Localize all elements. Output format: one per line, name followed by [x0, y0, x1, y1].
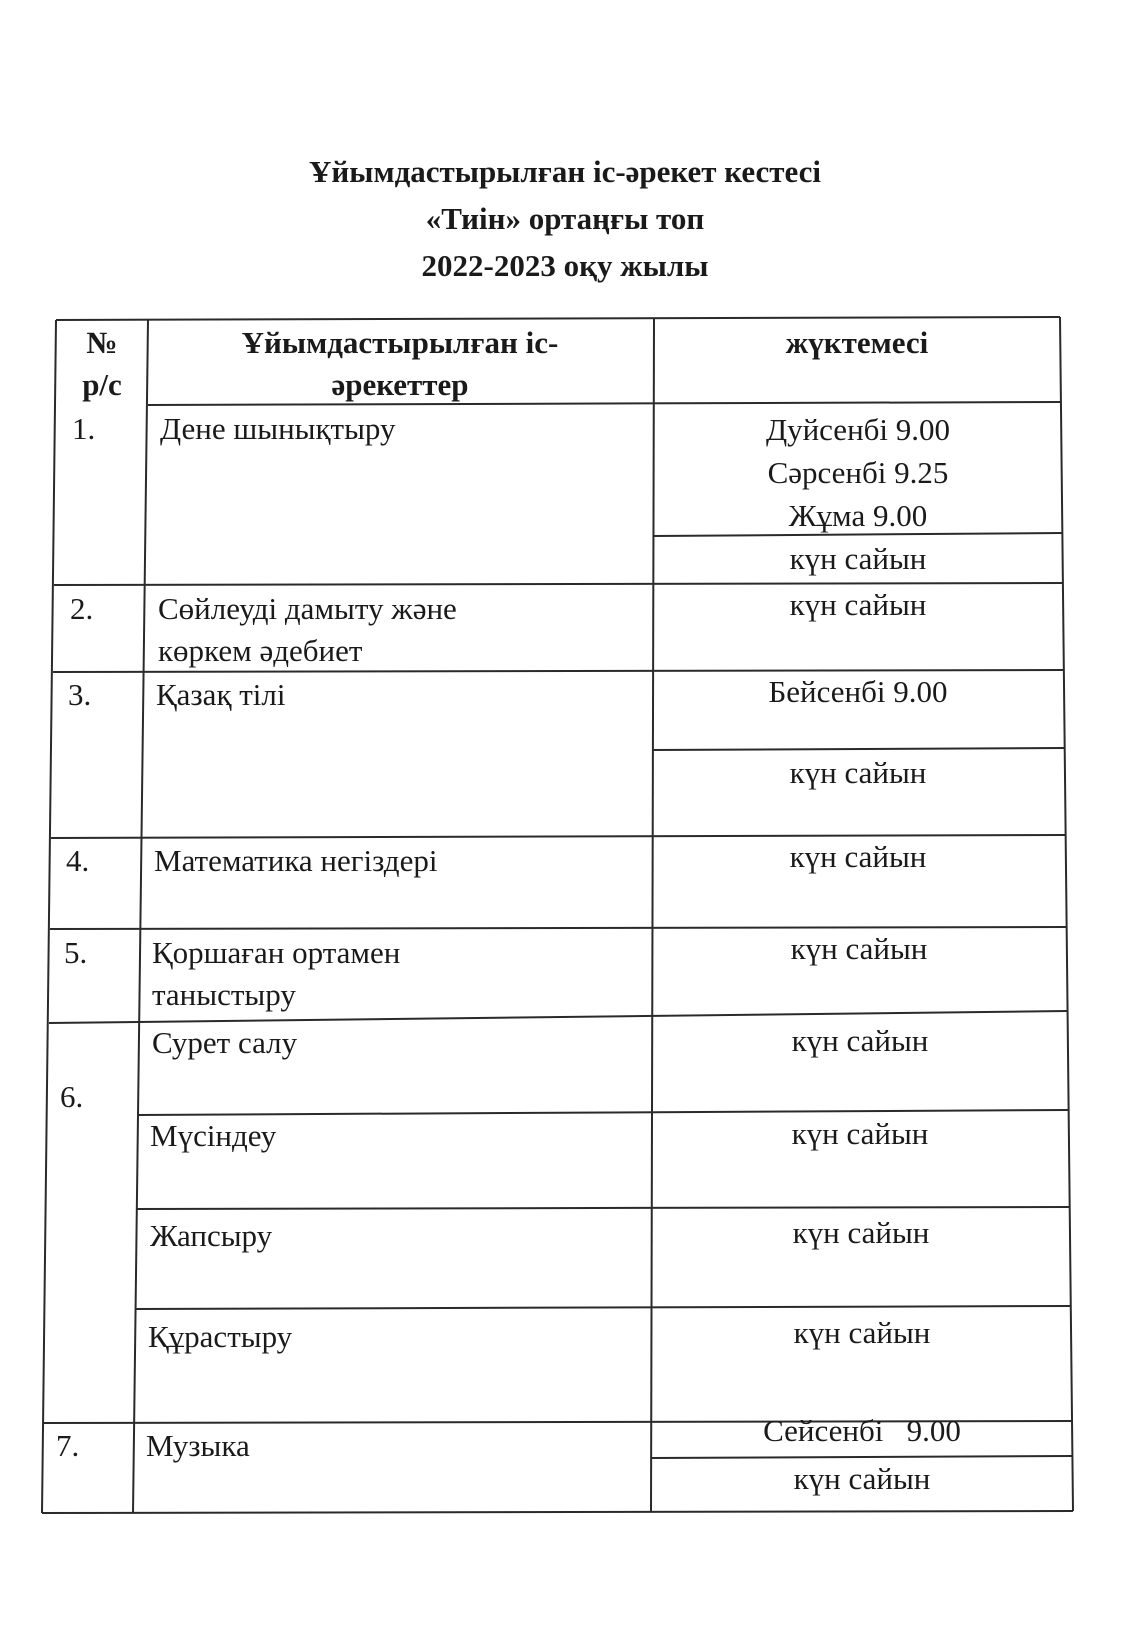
frequency: күн сайын	[793, 1461, 931, 1496]
document-title	[0, 148, 1130, 289]
schedule-time: Сәрсенбі 9.25	[767, 455, 949, 490]
frequency: күн сайын	[789, 839, 927, 874]
row-number: 3.	[68, 677, 92, 712]
activity-line: Сөйлеуді дамыту және	[158, 591, 457, 626]
header-number-line-2: р/с	[82, 367, 122, 402]
activity-name: Қазақ тілі	[156, 677, 286, 712]
schedule-time: Бейсенбі 9.00	[768, 674, 948, 709]
header-activity	[150, 322, 650, 406]
header-activity-line-2: әрекеттер	[331, 367, 469, 402]
row-number: 1.	[72, 411, 96, 446]
frequency: күн сайын	[789, 755, 927, 790]
activity-name: Математика негіздері	[154, 843, 438, 878]
frequency: күн сайын	[792, 1215, 930, 1250]
activity-name: Мүсіндеу	[150, 1118, 277, 1153]
table-left-border	[42, 320, 56, 1513]
row-number: 2.	[70, 591, 94, 626]
row6-sub-line-3	[135, 1306, 1071, 1309]
frequency: күн сайын	[791, 1116, 929, 1151]
table-top-border	[56, 317, 1060, 320]
header-load-label: жүктемесі	[785, 325, 929, 360]
title-line-1: Ұйымдастырылған іс-әрекет кестесі	[309, 154, 821, 189]
table-bottom-border	[42, 1511, 1073, 1513]
frequency: күн сайын	[790, 931, 928, 966]
title-line-2: «Тиін» ортаңғы топ	[425, 201, 705, 236]
title-line-3: 2022-2023 оқу жылы	[421, 248, 709, 283]
row-number: 6.	[60, 1079, 84, 1114]
activity-line: таныстыру	[152, 977, 296, 1012]
header-number	[58, 322, 146, 406]
frequency: күн сайын	[789, 587, 927, 622]
row-number: 7.	[56, 1428, 80, 1463]
activity-name: Жапсыру	[150, 1218, 273, 1253]
header-number-line-1: №	[86, 325, 118, 360]
frequency: күн сайын	[789, 541, 927, 576]
col-divider-1	[133, 320, 148, 1513]
row-number: 5.	[64, 935, 88, 970]
activity-name	[158, 588, 457, 672]
schedule-times	[656, 408, 1060, 537]
activity-line: көркем әдебиет	[158, 633, 363, 668]
schedule-time: Сейсенбі 9.00	[763, 1413, 961, 1448]
activity-name	[152, 932, 400, 1016]
schedule-time: Жұма 9.00	[788, 498, 928, 533]
activity-name: Сурет салу	[152, 1025, 298, 1060]
header-activity-line-1: Ұйымдастырылған іс-	[241, 325, 559, 360]
row6-sub-line-2	[136, 1207, 1069, 1209]
activity-name: Құрастыру	[148, 1319, 293, 1354]
activity-name: Дене шынықтыру	[160, 411, 396, 446]
schedule-time: Дуйсенбі 9.00	[765, 412, 951, 447]
header-load	[656, 322, 1058, 364]
activity-line: Қоршаған ортамен	[152, 935, 401, 970]
row-number: 4.	[66, 843, 90, 878]
activity-name: Музыка	[146, 1428, 250, 1463]
frequency: күн сайын	[793, 1315, 931, 1350]
frequency: күн сайын	[791, 1023, 929, 1058]
row3-sub-line	[652, 748, 1064, 750]
